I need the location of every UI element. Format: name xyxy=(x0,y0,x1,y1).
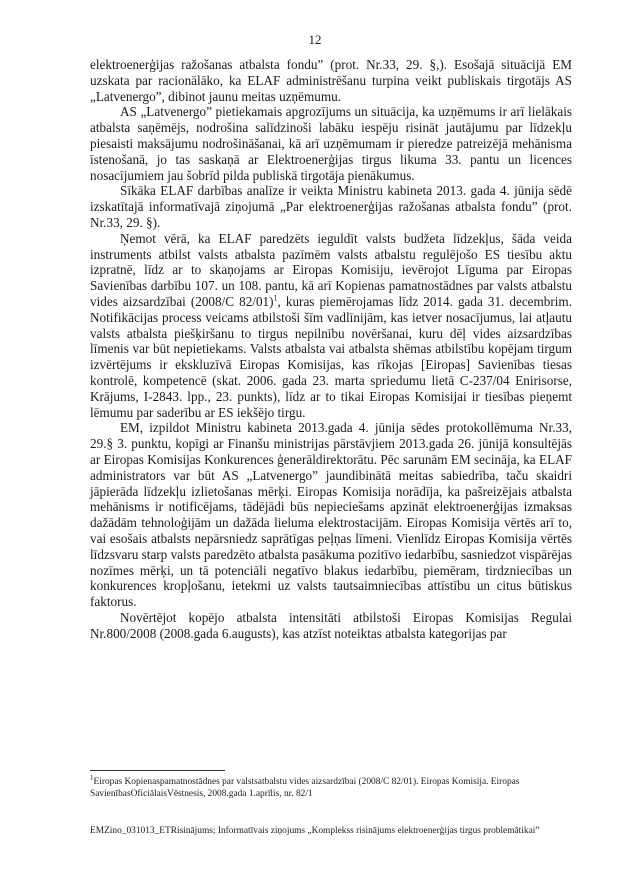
paragraph-4-tail: , kuras piemērojamas līdz 2014. gada 31. decembrim. Notifikācijas process veicams atbilstoši šīm vadlīnijām, kas ietver nosacījumus, lai atļautu valsts atbalsta piešķiršanu to tirgus nepilnību novēršanai, kuru dēļ vides aizsardzības līmenis var būt nepietiekams. Valsts atbalsta vai atbalsta shēmas atbilstību kopējam tirgum izvērtējums ir ekskluzīvā Eiropas Komisijas, kas rīkojas [Eiropas] Savienības tiesas kontrolē, kompetencē (skat. 2006. gada 23. marta spriedumu lietā C-237/04 Enirisorse, Krājums, I-2843. lpp., 23. punkts), līdz ar to tikai Eiropas Komisijai ir tiesības pieņemt lēmumu par saderību ar ES iekšējo tirgu. xyxy=(90,293,572,420)
footnote-marker: 1 xyxy=(90,773,94,782)
paragraph-3: Sīkāka ELAF darbības analīze ir veikta Ministru kabineta 2013. gada 4. jūnija sēdē izskatītajā informatīvajā ziņojumā „Par elektroenerģijas ražošanas atbalsta fondu” (prot. Nr.33, 29. §). xyxy=(90,183,572,230)
body-text xyxy=(90,57,572,641)
page-number: 12 xyxy=(308,32,322,47)
footnote xyxy=(90,773,572,800)
footnote-text: Eiropas Kopienaspamatnostādnes par valstsatbalstu vides aizsardzībai (2008/C 82/01). Eiropas Komisija. Eiropas SavienībasOficiālaisVēstnesis, 2008.gada 1.aprīlis, nr. 82/1 xyxy=(90,777,520,799)
paragraph-2: AS „Latvenergo” pietiekamais apgrozījums un situācija, ka uzņēmums ir arī lielākais atbalsta saņēmējs, nodrošina salīdzinoši labāku iespēju risināt jautājumu par līdzekļu piesaisti maksājumu nodrošināšanai, kā arī uzņēmumam ir pieredze patreizējā mehānisma īstenošanā, jo tas saskaņā ar Elektroenerģijas tirgus likuma 33. pantu un licences nosacījumiem jau šobrīd pilda publiskā tirgotāja pienākumus. xyxy=(90,104,572,183)
footnote-divider xyxy=(90,770,225,771)
paragraph-5: EM, izpildot Ministru kabineta 2013.gada 4. jūnija sēdes protokollēmuma Nr.33, 29.§ 3. punktu, kopīgi ar Finanšu ministrijas pārstāvjiem 2013.gada 26. jūnijā konsultējās ar Eiropas Komisijas Konkurences ģenerāldirektorātu. Pēc sarunām EM secināja, ka ELAF administrators var būt AS „Latvenergo” jaundibinātā meitas sabiedrība, taču skaidri jāpierāda līdzekļu izlietošanas mērķi. Eiropas Komisija norādīja, ka pašreizējais atbalsta mehānisms ir notificējams, tādējādi būs nepieciešams apzināt elektroenerģijas izmaksas dažādām tehnoloģijām un dažāda lieluma elektrostacijām. Eiropas Komisija vērtēs arī to, vai esošais atbalsts nepārsniedz saprātīgas peļņas līmeni. Vienlīdz Eiropas Komisija vērtēs līdzsvaru starp valsts paredzēto atbalsta pasākuma pozitīvo iedarbību, sasniedzot vispārējas nozīmes mērķi, un tā potenciāli negatīvo blakus iedarbību, piemēram, tirdzniecības un konkurences kropļošanu, ietekmi uz valsts tautsaimniecības attīstību un citus būtiskus faktorus. xyxy=(90,420,572,610)
footnote-ref: 1 xyxy=(273,293,278,303)
paragraph-4 xyxy=(90,231,572,421)
paragraph-6: Novērtējot kopējo atbalsta intensitāti atbilstoši Eiropas Komisijas Regulai Nr.800/2008 (2008.gada 6.augusts), kas atzīst noteiktas atbalsta kategorijas par xyxy=(90,609,572,641)
paragraph-1: elektroenerģijas ražošanas atbalsta fondu” (prot. Nr.33, 29. §,). Esošajā situācijā EM uzskata par racionālāko, ka ELAF administrēšanu turpina veikt publiskais tirgotājs AS „Latvenergo”, dibinot jaunu meitas uzņēmumu. xyxy=(90,57,572,104)
document-footer: EMZino_031013_ETRisinājums; Informatīvais ziņojums „Komplekss risinājums elektroenerģijas tirgus problemātikai” xyxy=(90,826,540,836)
paragraph-4-text: Ņemot vērā, ka ELAF paredzēts ieguldīt valsts budžeta līdzekļus, šāda veida instruments atbilst valsts atbalsta pazīmēm valsts atbalstu regulējošo ES tiesību aktu izpratnē, līdz ar to skaņojams ar Eiropas Komisiju, ievērojot Līguma par Eiropas Savienības darbību 107. un 108. pantu, kā arī Kopienas pamatnostādnes par valsts atbalstu vides aizsardzībai (2008/C 82/01) xyxy=(90,230,572,309)
